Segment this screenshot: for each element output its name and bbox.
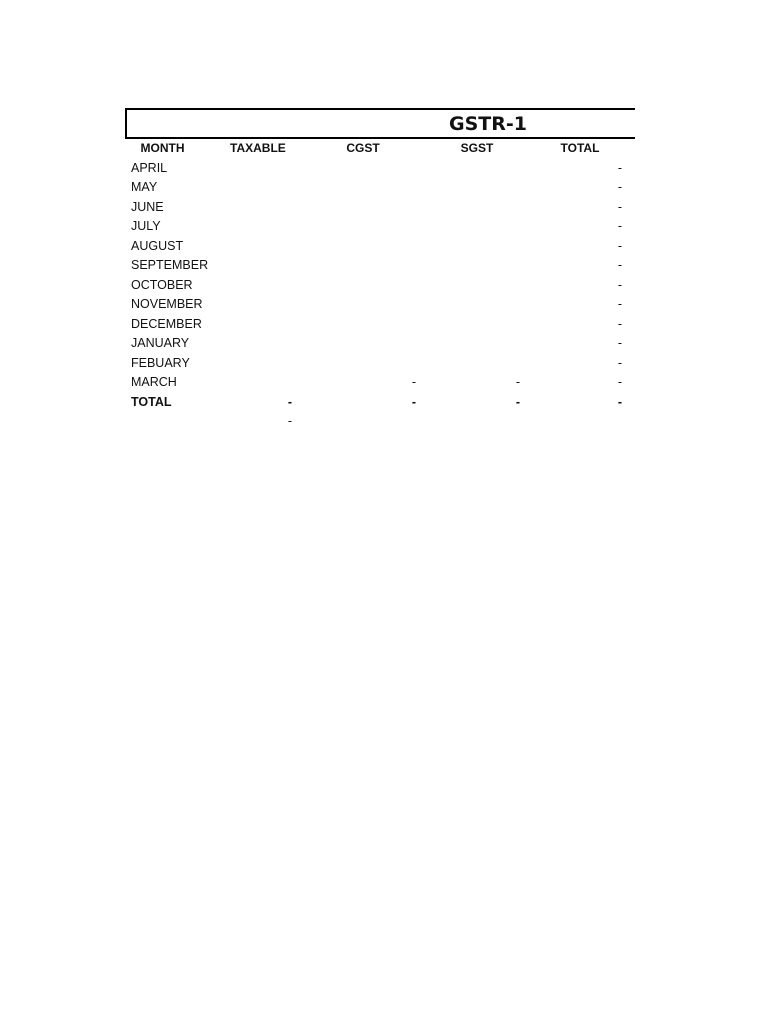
total-taxable: - <box>287 394 293 409</box>
cell-total: - <box>617 258 623 272</box>
cell-total: - <box>617 238 623 253</box>
cell-month: MARCH <box>131 375 177 389</box>
cell-total: - <box>617 199 623 214</box>
month-rows <box>125 159 635 393</box>
table-row <box>125 373 635 393</box>
total-sgst: - <box>515 394 521 409</box>
cell-total: - <box>617 277 623 292</box>
cell-total: - <box>617 336 623 350</box>
sheet-title: GSTR-1 <box>449 113 527 135</box>
cell-month: MAY <box>131 180 158 194</box>
cell-total: - <box>617 219 623 233</box>
cell-month: JANUARY <box>131 336 190 350</box>
cell-total: - <box>617 160 623 175</box>
cell-month: DECEMBER <box>131 316 202 331</box>
cell-total: - <box>617 375 623 389</box>
table-row <box>125 295 635 315</box>
table-row <box>125 276 635 296</box>
cell-total: - <box>617 180 623 194</box>
cell-total: - <box>617 316 623 331</box>
header-total: TOTAL <box>560 141 600 155</box>
header-month: MONTH <box>140 141 185 155</box>
cell-month: JUNE <box>131 199 164 214</box>
cell-sgst: - <box>515 375 521 389</box>
cell-month: JULY <box>131 219 161 233</box>
total-row <box>125 393 635 413</box>
cell-month: AUGUST <box>131 238 184 253</box>
title-box <box>125 108 635 139</box>
table-row <box>125 315 635 335</box>
table-row <box>125 217 635 237</box>
cell-cgst: - <box>411 375 417 389</box>
cell-total: - <box>617 297 623 311</box>
table-row <box>125 159 635 179</box>
table-row <box>125 354 635 374</box>
cell-month: OCTOBER <box>131 277 193 292</box>
total-total: - <box>617 394 623 409</box>
table-row <box>125 256 635 276</box>
cell-total: - <box>617 355 623 370</box>
table-row <box>125 178 635 198</box>
table-row <box>125 198 635 218</box>
cell-month: FEBUARY <box>131 355 190 370</box>
table-row <box>125 334 635 354</box>
header-sgst: SGST <box>460 141 494 155</box>
cell-month: APRIL <box>131 160 168 175</box>
total-cgst: - <box>411 394 417 409</box>
header-cgst: CGST <box>346 141 380 155</box>
table-row <box>125 237 635 257</box>
total-label: TOTAL <box>131 394 172 409</box>
extra-row <box>125 412 635 432</box>
cell-month: SEPTEMBER <box>131 258 209 272</box>
cell-month: NOVEMBER <box>131 297 203 311</box>
gstr-sheet <box>125 108 635 432</box>
extra-taxable: - <box>287 414 293 428</box>
header-taxable: TAXABLE <box>230 141 286 155</box>
header-row <box>125 139 635 159</box>
